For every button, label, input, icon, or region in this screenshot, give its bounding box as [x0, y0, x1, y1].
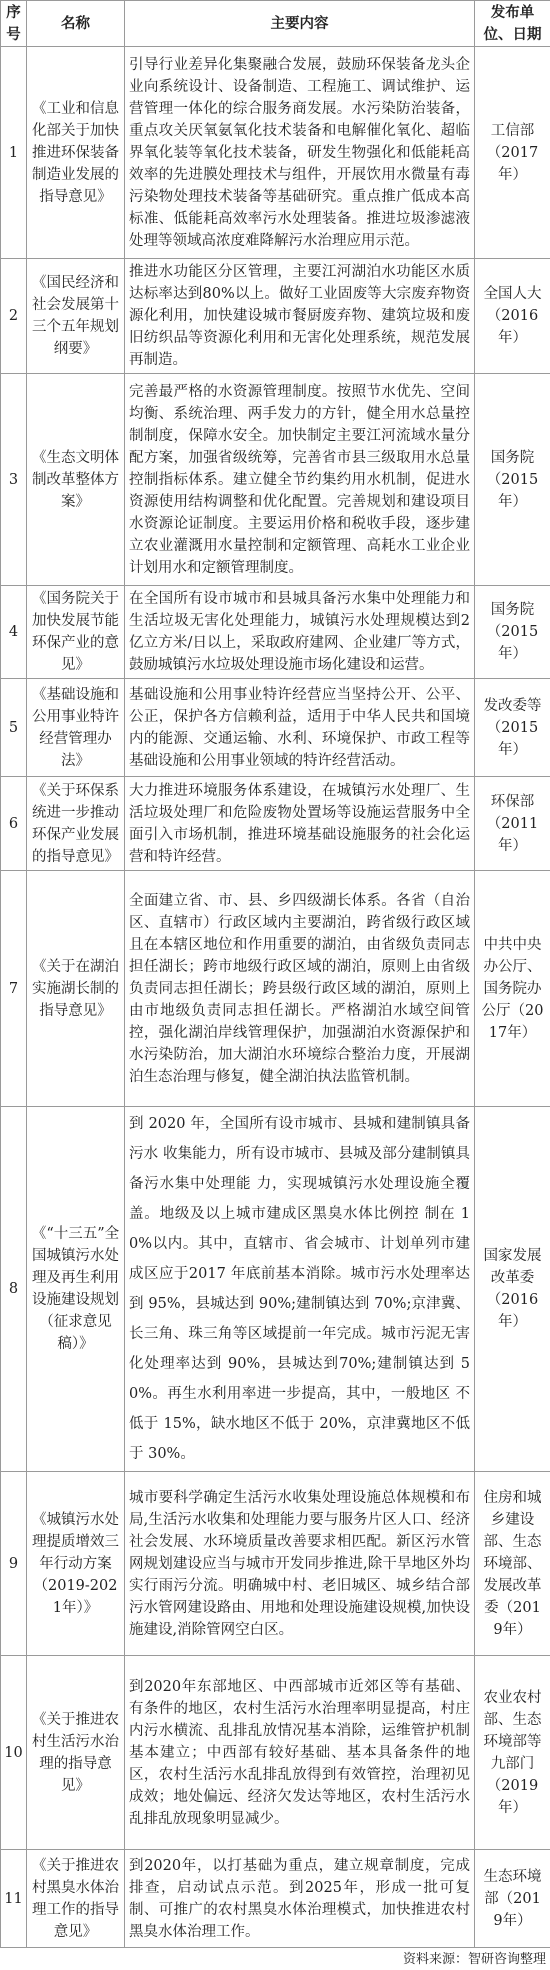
- publisher-date: 发改委等（2015年）: [475, 679, 550, 777]
- publisher-date: 全国人大（2016年）: [475, 259, 550, 374]
- policy-name: 《关于推进农村黑臭水体治理工作的指导意见》: [27, 1850, 125, 1948]
- policy-name: 《国务院关于加快发展节能环保产业的意见》: [27, 586, 125, 679]
- row-number: 3: [1, 374, 27, 586]
- table-row: [1, 871, 550, 1107]
- header-name: 名称: [27, 1, 125, 47]
- policy-name: 《工业和信息化部关于加快推进环保装备制造业发展的指导意见》: [27, 47, 125, 259]
- publisher-date: 国家发展改革委（2016年）: [475, 1107, 550, 1472]
- table-header-row: [1, 1, 550, 47]
- row-number: 7: [1, 871, 27, 1107]
- publisher-date: 生态环境部（2019年）: [475, 1850, 550, 1948]
- row-number: 1: [1, 47, 27, 259]
- table-row: [1, 1107, 550, 1472]
- policy-name: 《“十三五”全国城镇污水处理及再生利用设施建设规划（征求意见稿）》: [27, 1107, 125, 1472]
- policy-content: 到2020年，以打基础为重点，建立规章制度，完成排查，启动试点示范。到2025年，形成一批可复制、可推广的农村黑臭水体治理模式，加快推进农村黑臭水体治理工作。: [125, 1850, 475, 1948]
- policy-content: 基础设施和公用事业特许经营应当坚持公开、公平、公正，保护各方信赖利益，适用于中华人民共和国境内的能源、交通运输、水利、环境保护、市政工程等基础设施和公用事业领域的特许经营活动。: [125, 679, 475, 777]
- policy-name: 《关于推进农村生活污水治理的指导意见》: [27, 1656, 125, 1850]
- table-body: [1, 47, 550, 1948]
- table-row: [1, 586, 550, 679]
- row-number: 6: [1, 777, 27, 871]
- source-note: 资料来源：智研咨询整理: [0, 1948, 550, 1970]
- policy-name: 《关于环保系统进一步推动环保产业发展的指导意见》: [27, 777, 125, 871]
- policy-name: 《关于在湖泊实施湖长制的指导意见》: [27, 871, 125, 1107]
- policy-name: 《基础设施和公用事业特许经营管理办法》: [27, 679, 125, 777]
- policy-content: 推进水功能区分区管理，主要江河湖泊水功能区水质达标率达到80%以上。做好工业固废等大宗废弃物资源化利用，加快建设城市餐厨废弃物、建筑垃圾和废旧纺织品等资源化利用和无害化处理系统，规范发展再制造。: [125, 259, 475, 374]
- table-row: [1, 47, 550, 259]
- policy-name: 《城镇污水处理提质增效三年行动方案（2019-2021年）》: [27, 1472, 125, 1656]
- row-number: 9: [1, 1472, 27, 1656]
- publisher-date: 国务院（2015年）: [475, 374, 550, 586]
- publisher-date: 环保部（2011年）: [475, 777, 550, 871]
- publisher-date: 工信部（2017年）: [475, 47, 550, 259]
- table-row: [1, 777, 550, 871]
- table-row: [1, 679, 550, 777]
- table-row: [1, 1656, 550, 1850]
- table-row: [1, 374, 550, 586]
- header-publisher-date: 发布单位、日期: [475, 1, 550, 47]
- table-row: [1, 1472, 550, 1656]
- header-number: 序号: [1, 1, 27, 47]
- policy-content: 完善最严格的水资源管理制度。按照节水优先、空间均衡、系统治理、两手发力的方针，健全用水总量控制制度，保障水安全。加快制定主要江河流域水量分配方案，加强省级统筹，完善省市县三级取用水总量控制指标体系。建立健全节约集约用水机制，促进水资源使用结构调整和优化配置。完善规划和建设项目水资源论证制度。主要运用价格和税收手段，逐步建立农业灌溉用水量控制和定额管理、高耗水工业企业计划用水和定额管理制度。: [125, 374, 475, 586]
- policy-name: 《生态文明体制改革整体方案》: [27, 374, 125, 586]
- policy-content: 城市要科学确定生活污水收集处理设施总体规模和布局,生活污水收集和处理能力要与服务片区人口、经济社会发展、水环境质量改善要求相匹配。新区污水管网规划建设应当与城市开发同步推进,除干旱地区外均实行雨污分流。明确城中村、老旧城区、城乡结合部污水管网建设路由、用地和处理设施建设规模,加快设施建设,消除管网空白区。: [125, 1472, 475, 1656]
- table-row: [1, 259, 550, 374]
- row-number: 11: [1, 1850, 27, 1948]
- header-content: 主要内容: [125, 1, 475, 47]
- row-number: 8: [1, 1107, 27, 1472]
- row-number: 10: [1, 1656, 27, 1850]
- policy-name: 《国民经济和社会发展第十三个五年规划纲要》: [27, 259, 125, 374]
- policy-content: 引导行业差异化集聚融合发展，鼓励环保装备龙头企业向系统设计、设备制造、工程施工、调试维护、运营管理一体化的综合服务商发展。水污染防治装备，重点攻关厌氧氨氧化技术装备和电解催化氧化、超临界氧化装等氧化技术装备，研发生物强化和低能耗高效率的先进膜处理技术与组件，开展饮用水微量有毒污染物处理技术装备等基础研究。重点推广低成本高标准、低能耗高效率污水处理装备。推进垃圾渗滤液处理等领域高浓度难降解污水治理应用示范。: [125, 47, 475, 259]
- publisher-date: 农业农村部、生态环境部等九部门（2019年）: [475, 1656, 550, 1850]
- publisher-date: 国务院（2015年）: [475, 586, 550, 679]
- row-number: 2: [1, 259, 27, 374]
- policy-content: 大力推进环境服务体系建设，在城镇污水处理厂、生活垃圾处理厂和危险废物处置场等设施运营服务中全面引入市场机制，推进环境基础设施服务的社会化运营和特许经营。: [125, 777, 475, 871]
- table-row: [1, 1850, 550, 1948]
- publisher-date: 中共中央办公厅、国务院办公厅（2017年）: [475, 871, 550, 1107]
- row-number: 4: [1, 586, 27, 679]
- publisher-date: 住房和城乡建设部、生态环境部、发展改革委（2019年）: [475, 1472, 550, 1656]
- policy-content: 在全国所有设市城市和县城具备污水集中处理能力和生活垃圾无害化处理能力，城镇污水处理规模达到2亿立方米/日以上，采取政府建网、企业建厂等方式，鼓励城镇污水垃圾处理设施市场化建设和运营。: [125, 586, 475, 679]
- policy-content: 全面建立省、市、县、乡四级湖长体系。各省（自治区、直辖市）行政区域内主要湖泊，跨省级行政区域且在本辖区地位和作用重要的湖泊，由省级负责同志担任湖长；跨市地级行政区域的湖泊，原则上由省级负责同志担任湖长；跨县级行政区域的湖泊，原则上由市地级负责同志担任湖长。严格湖泊水域空间管控，强化湖泊岸线管理保护，加强湖泊水资源保护和水污染防治，加大湖泊水环境综合整治力度，开展湖泊生态治理与修复，健全湖泊执法监管机制。: [125, 871, 475, 1107]
- row-number: 5: [1, 679, 27, 777]
- policy-content: 到 2020 年，全国所有设市城市、县城和建制镇具备污水 收集能力，所有设市城市、县城及部分建制镇具备污水集中处理能 力，实现城镇污水处理设施全覆盖。地级及以上城市建成区黑臭水体比例控 制在 10%以内。其中，直辖市、省会城市、计划单列市建成区应于2017 年底前基本消除。城市污水处理率达到 95%，县城达到 90%;建制镇达到 70%;京津冀、长三角、珠三角等区域提前一年完成。城市污泥无害化处理率达到 90%，县城达到70%;建制镇达到 50%。再生水利用率进一步提高，其中，一般地区 不低于 15%，缺水地区不低于 20%，京津冀地区不低于 30%。: [125, 1107, 475, 1472]
- policy-content: 到2020年东部地区、中西部城市近郊区等有基础、有条件的地区，农村生活污水治理率明显提高，村庄内污水横流、乱排乱放情况基本消除，运维管护机制基本建立；中西部有较好基础、基本具备条件的地区，农村生活污水乱排乱放得到有效管控，治理初见成效；地处偏远、经济欠发达等地区，农村生活污水乱排乱放现象明显减少。: [125, 1656, 475, 1850]
